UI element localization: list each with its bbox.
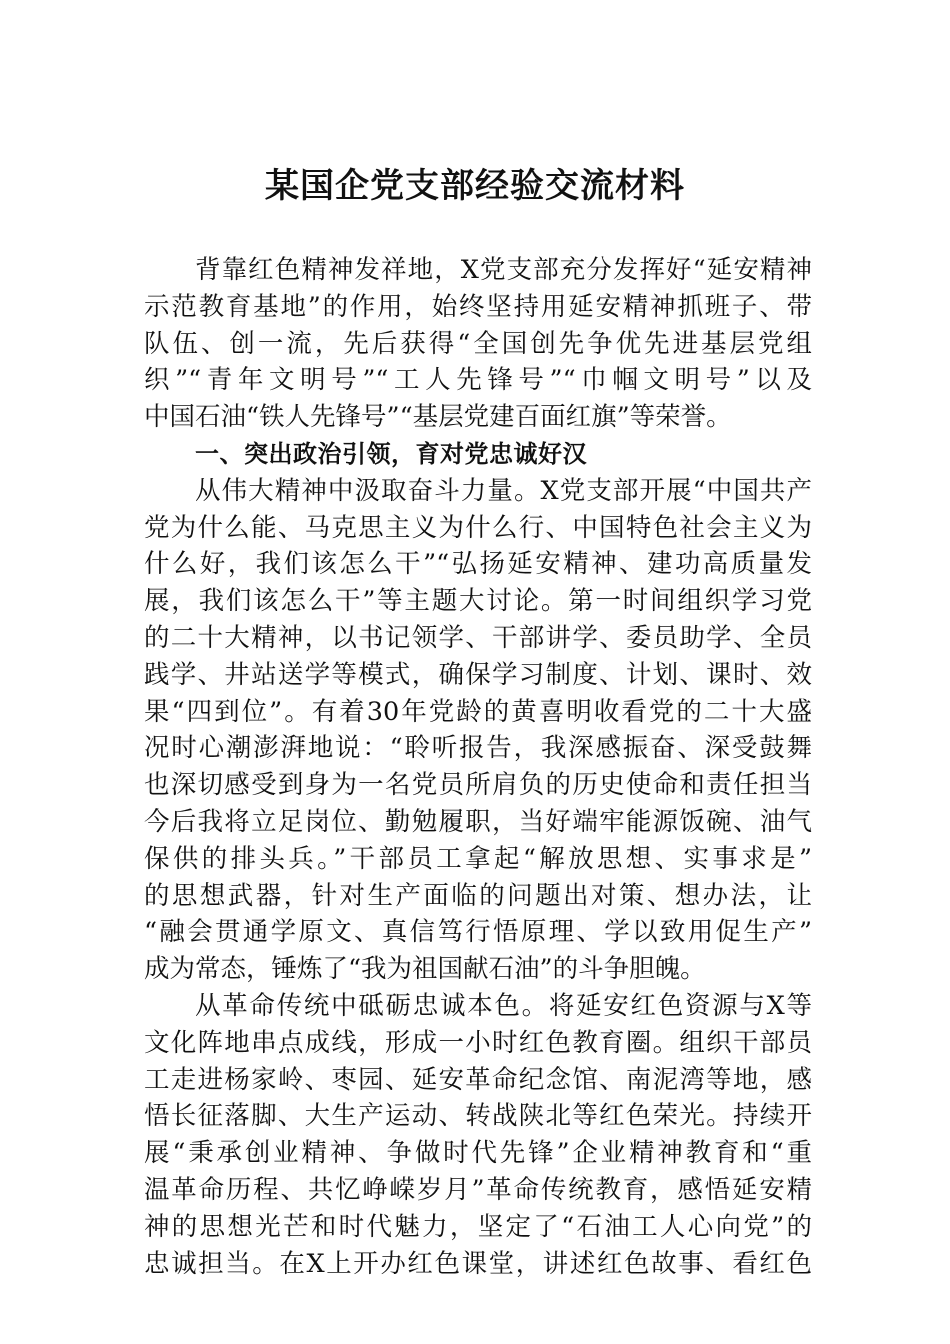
- paragraph-line: 示范教育基地”的作用，始终坚持用延安精神抓班子、带: [144, 291, 812, 322]
- paragraph-line: 从革命传统中砥砺忠诚本色。将延安红色资源与X等: [195, 990, 812, 1021]
- paragraph-line: “融会贯通学原文、真信笃行悟原理、学以致用促生产”: [144, 917, 812, 948]
- paragraph-line: 温革命历程、共忆峥嵘岁月”革命传统教育，感悟延安精: [144, 1174, 812, 1205]
- paragraph-line: 的思想武器，针对生产面临的问题出对策、想办法，让: [144, 880, 812, 911]
- paragraph-line: 忠诚担当。在X上开办红色课堂，讲述红色故事、看红色: [144, 1248, 812, 1279]
- paragraph-line: 果“四到位”。有着30年党龄的黄喜明收看党的二十大盛: [144, 696, 812, 727]
- paragraph-line: 成为常态，锤炼了“我为祖国献石油”的斗争胆魄。: [144, 954, 706, 985]
- paragraph-line: 的二十大精神，以书记领学、干部讲学、委员助学、全员: [144, 622, 812, 653]
- paragraph-line: 从伟大精神中汲取奋斗力量。X党支部开展“中国共产: [195, 475, 812, 506]
- document-body: [144, 252, 812, 1282]
- paragraph-line: 中国石油“铁人先锋号”“基层党建百面红旗”等荣誉。: [144, 402, 732, 433]
- paragraph-line: 今后我将立足岗位、勤勉履职，当好端牢能源饭碗、油气: [144, 806, 812, 837]
- paragraph-line: 党为什么能、马克思主义为什么行、中国特色社会主义为: [144, 512, 812, 543]
- paragraph-line: 神的思想光芒和时代魅力，坚定了“石油工人心向党”的: [144, 1211, 812, 1242]
- paragraph-line: 悟长征落脚、大生产运动、转战陕北等红色荣光。持续开: [144, 1101, 812, 1132]
- paragraph-line: 展，我们该怎么干”等主题大讨论。第一时间组织学习党: [144, 586, 812, 617]
- paragraph-line: 什么好，我们该怎么干”“弘扬延安精神、建功高质量发: [144, 549, 812, 580]
- paragraph-line: 织”“青年文明号”“工人先锋号”“巾帼文明号”以及: [144, 365, 812, 396]
- paragraph-line: 背靠红色精神发祥地，X党支部充分发挥好“延安精神: [195, 255, 812, 285]
- paragraph-line: 队伍、创一流，先后获得“全国创先争优先进基层党组: [144, 328, 812, 359]
- paragraph-line: 工走进杨家岭、枣园、延安革命纪念馆、南泥湾等地，感: [144, 1064, 812, 1095]
- paragraph-line: 展“秉承创业精神、争做时代先锋”企业精神教育和“重: [144, 1138, 812, 1169]
- document-title: 某国企党支部经验交流材料: [265, 166, 685, 206]
- paragraph-line: 也深切感受到身为一名党员所肩负的历史使命和责任担当: [144, 770, 812, 801]
- section-heading: 一、突出政治引领，育对党忠诚好汉: [195, 439, 587, 468]
- paragraph-line: 保供的排头兵。”干部员工拿起“解放思想、实事求是”: [144, 843, 812, 874]
- paragraph-line: 文化阵地串点成线，形成一小时红色教育圈。组织干部员: [144, 1027, 812, 1058]
- paragraph-line: 践学、井站送学等模式，确保学习制度、计划、课时、效: [144, 659, 812, 690]
- paragraph-line: 况时心潮澎湃地说：“聆听报告，我深感振奋、深受鼓舞: [144, 733, 812, 764]
